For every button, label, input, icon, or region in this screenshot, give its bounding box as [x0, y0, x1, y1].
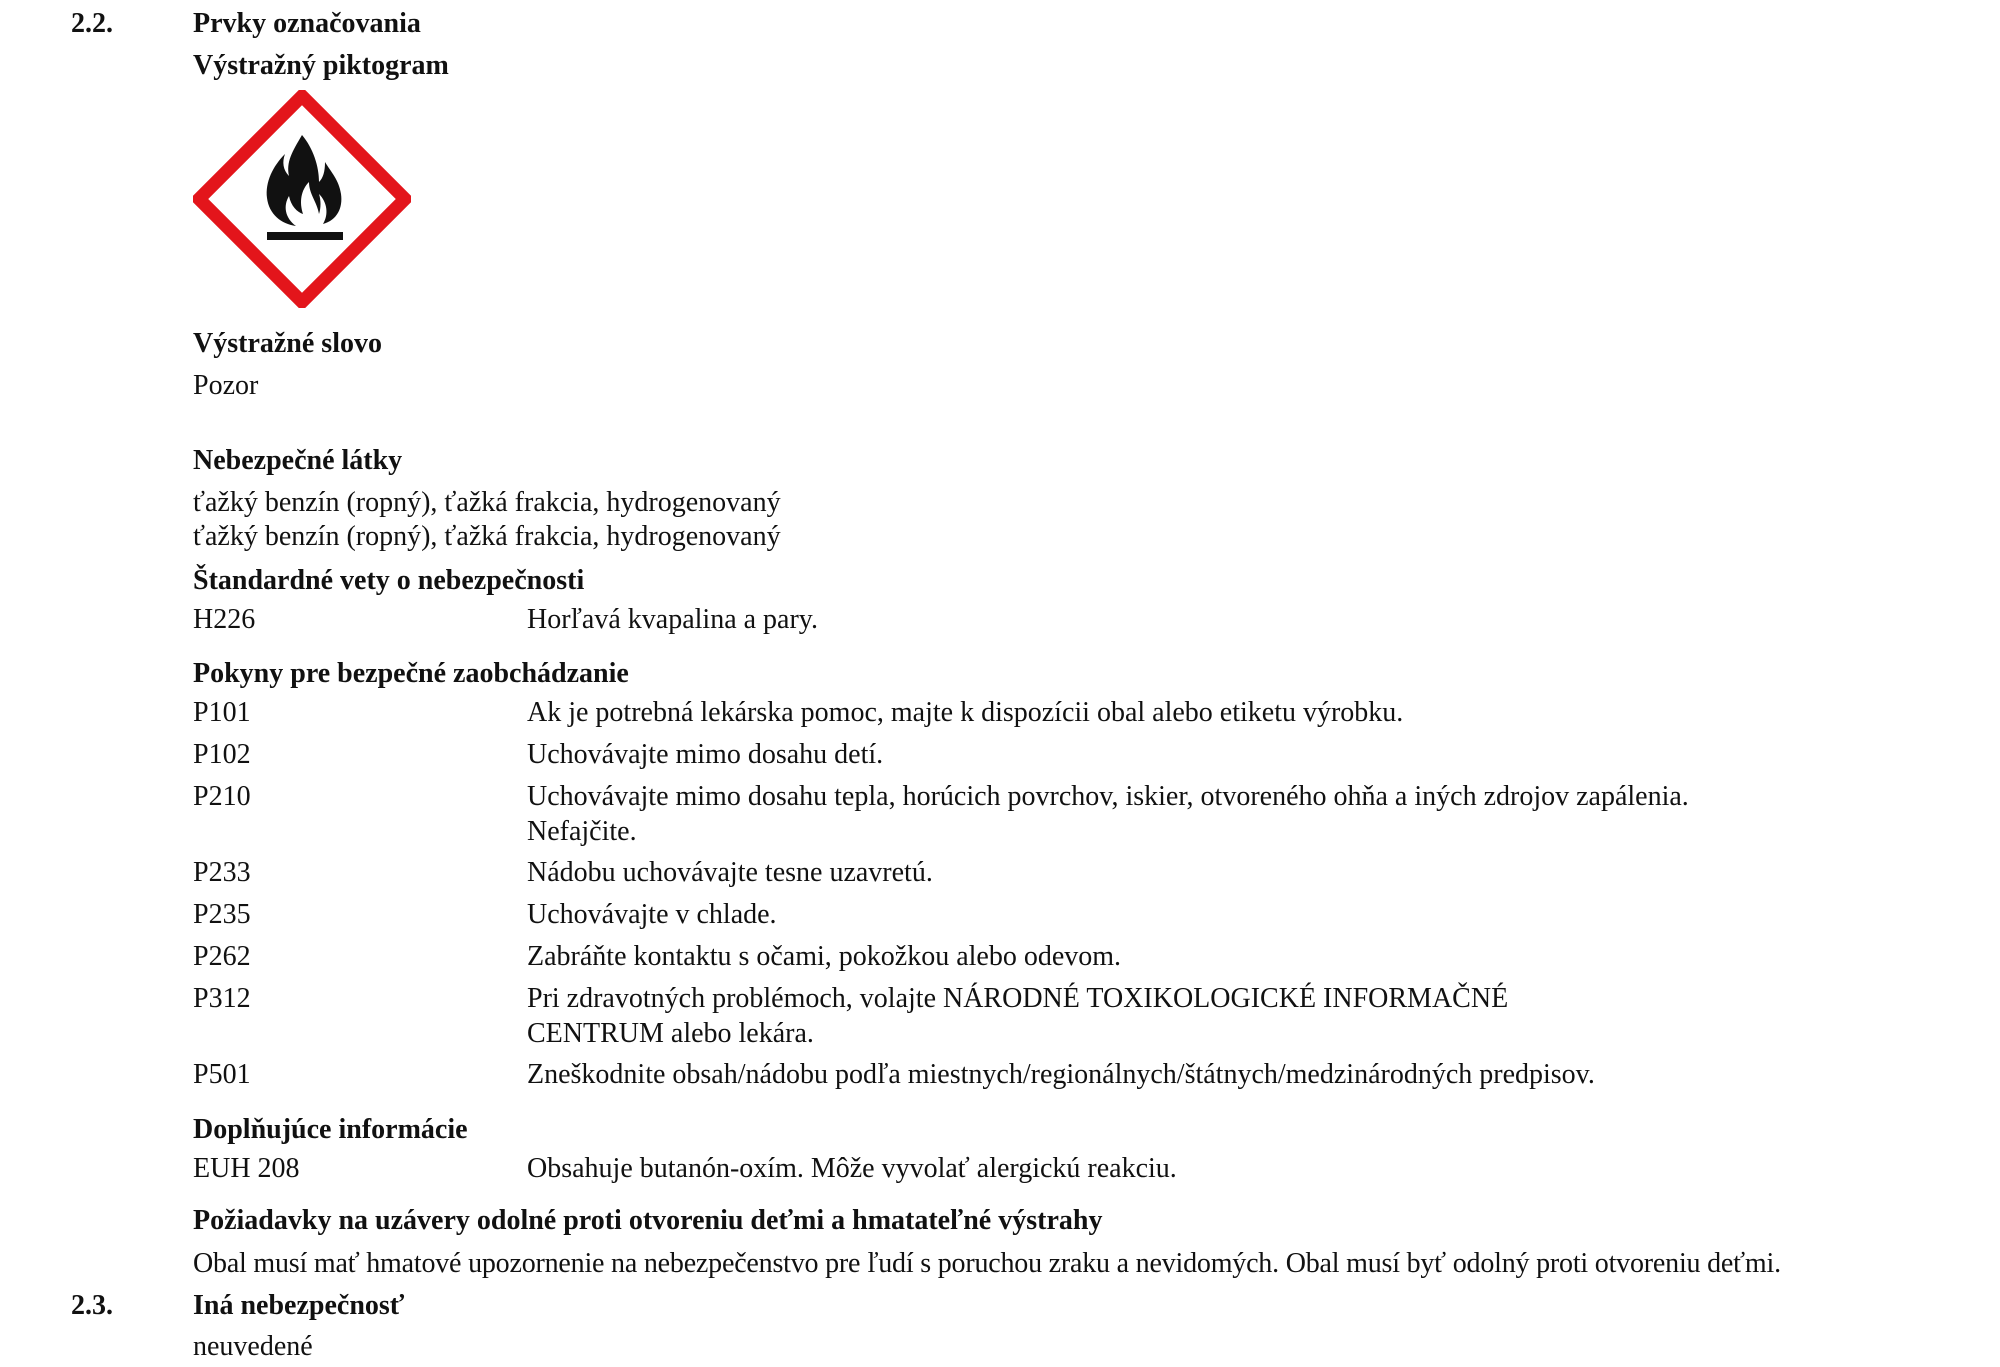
section-title-2-3: Iná nebezpečnosť	[193, 1290, 405, 1321]
hazard-statements-heading: Štandardné vety o nebezpečnosti	[193, 565, 585, 596]
supplementary-text: Obsahuje butanón-oxím. Môže vyvolať alergickú reakciu.	[527, 1153, 1177, 1184]
precautionary-code: P210	[193, 781, 251, 812]
precautionary-text: Uchovávajte mimo dosahu detí.	[527, 739, 884, 770]
flame-icon	[193, 90, 411, 308]
child-resistant-text: Obal musí mať hmatové upozornenie na nebezpečenstvo pre ľudí s poruchou zraku a nevidomých. Obal musí byť odolný proti otvoreniu deťmi.	[193, 1248, 1781, 1279]
precautionary-code: P312	[193, 983, 251, 1014]
hazard-code: H226	[193, 604, 256, 635]
precautionary-text: Pri zdravotných problémoch, volajte NÁRODNÉ TOXIKOLOGICKÉ INFORMAČNÉ	[527, 983, 1509, 1014]
precautionary-text: Zneškodnite obsah/nádobu podľa miestnych/regionálnych/štátnych/medzinárodných predpisov.	[527, 1059, 1595, 1090]
hazardous-substances-heading: Nebezpečné látky	[193, 445, 403, 476]
precautionary-text-continued: CENTRUM alebo lekára.	[527, 1018, 814, 1049]
hazard-text: Horľavá kvapalina a pary.	[527, 604, 818, 635]
precautionary-code: P262	[193, 941, 251, 972]
section-number-2-3: 2.3.	[71, 1290, 113, 1321]
precautionary-code: P101	[193, 697, 251, 728]
signal-word: Pozor	[193, 370, 259, 401]
precautionary-code: P501	[193, 1059, 251, 1090]
section-number-2-2: 2.2.	[71, 8, 113, 39]
child-resistant-heading: Požiadavky na uzávery odolné proti otvoreniu deťmi a hmatateľné výstrahy	[193, 1205, 1103, 1236]
section-title-2-2: Prvky označovania	[193, 8, 421, 39]
precautionary-text: Uchovávajte v chlade.	[527, 899, 777, 930]
other-hazards-value: neuvedené	[193, 1331, 313, 1362]
supplementary-code: EUH 208	[193, 1153, 300, 1184]
precautionary-text: Zabráňte kontaktu s očami, pokožkou alebo odevom.	[527, 941, 1122, 972]
pictogram-heading: Výstražný piktogram	[193, 50, 449, 81]
signal-word-heading: Výstražné slovo	[193, 328, 382, 359]
precautionary-code: P233	[193, 857, 251, 888]
supplementary-heading: Doplňujúce informácie	[193, 1114, 468, 1145]
precautionary-text-continued: Nefajčite.	[527, 816, 637, 847]
precautionary-heading: Pokyny pre bezpečné zaobchádzanie	[193, 658, 629, 689]
hazardous-substance-2: ťažký benzín (ropný), ťažká frakcia, hydrogenovaný	[193, 521, 781, 552]
precautionary-text: Uchovávajte mimo dosahu tepla, horúcich povrchov, iskier, otvoreného ohňa a iných zdrojov zapálenia.	[527, 781, 1689, 812]
hazardous-substance-1: ťažký benzín (ropný), ťažká frakcia, hydrogenovaný	[193, 487, 781, 518]
precautionary-text: Ak je potrebná lekárska pomoc, majte k dispozícii obal alebo etiketu výrobku.	[527, 697, 1404, 728]
precautionary-code: P102	[193, 739, 251, 770]
precautionary-text: Nádobu uchovávajte tesne uzavretú.	[527, 857, 933, 888]
precautionary-code: P235	[193, 899, 251, 930]
